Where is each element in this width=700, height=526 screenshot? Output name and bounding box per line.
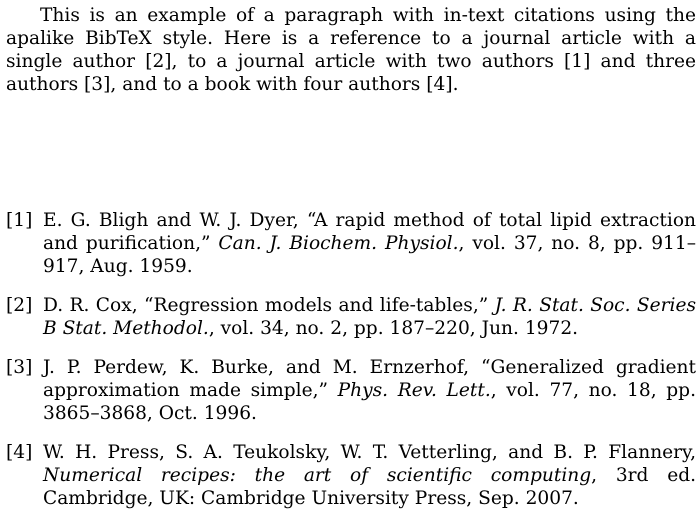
reference-book-title: Numerical recipes: the art of scientific computing <box>43 465 592 486</box>
reference-number: [2] <box>6 295 33 316</box>
body-paragraph: This is an example of a paragraph with in-text citations using the apalike BibTeX style. Here is a reference to a journal article with a single author [2], to a journal article with two authors [1] and three authors [3], and to a book with four authors [4]. <box>6 5 696 95</box>
reference-journal: Phys. Rev. Lett. <box>337 380 491 401</box>
reference-item <box>6 356 696 425</box>
reference-item <box>6 441 696 510</box>
reference-details: , vol. 34, no. 2, pp. 187–220, Jun. 1972. <box>208 318 579 339</box>
reference-number: [3] <box>6 357 33 378</box>
reference-list <box>6 209 696 526</box>
reference-text: E. G. Bligh and W. J. Dyer, “A rapid method of total lipid extraction and purification,” <box>43 210 696 254</box>
reference-details: , 3rd ed. Cambridge, UK: Cambridge University Press, Sep. 2007. <box>43 465 697 509</box>
reference-item <box>6 294 696 340</box>
reference-text: J. P. Perdew, K. Burke, and M. Ernzerhof, “Generalized gradient approximation made simple,” <box>43 357 696 401</box>
reference-number: [4] <box>6 442 33 463</box>
reference-journal: J. R. Stat. Soc. Series B Stat. Methodol. <box>43 295 697 339</box>
reference-item <box>6 209 696 278</box>
reference-details: , vol. 77, no. 18, pp. 3865–3868, Oct. 1996. <box>43 380 696 424</box>
reference-number: [1] <box>6 210 33 231</box>
reference-text: D. R. Cox, “Regression models and life-tables,” <box>43 295 495 316</box>
reference-details: , vol. 37, no. 8, pp. 911–917, Aug. 1959. <box>43 233 697 277</box>
reference-journal: Can. J. Biochem. Physiol. <box>218 233 459 254</box>
reference-text: W. H. Press, S. A. Teukolsky, W. T. Vetterling, and B. P. Flannery, <box>43 442 696 463</box>
